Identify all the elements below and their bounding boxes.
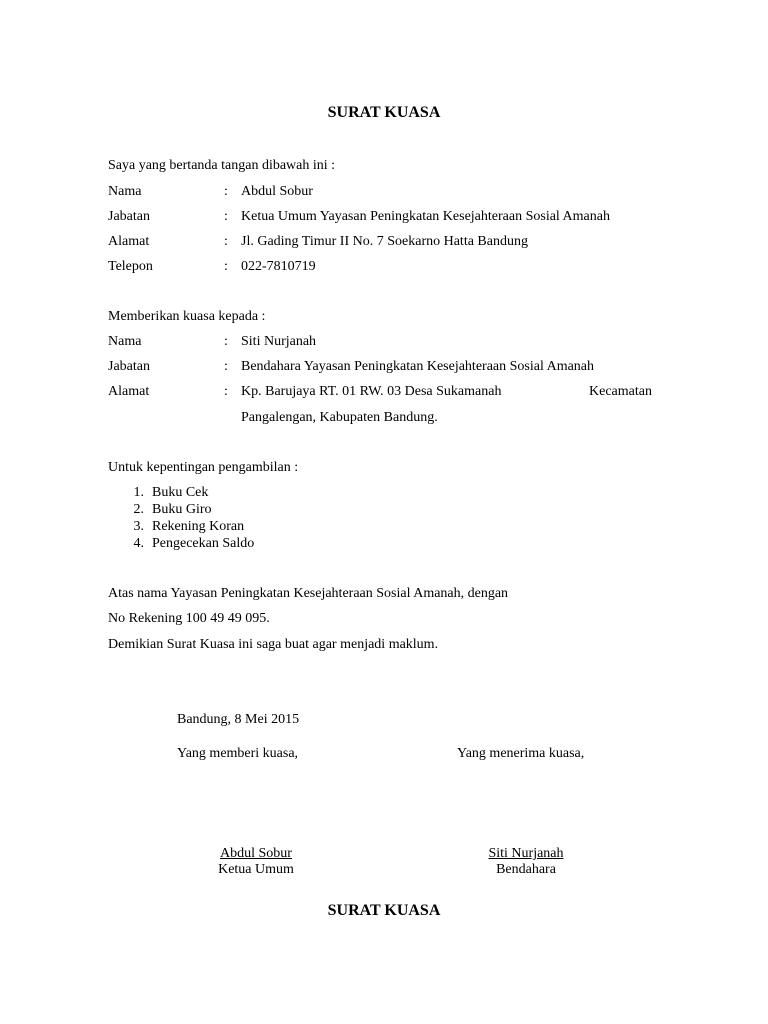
grantor-name-value: Abdul Sobur	[241, 184, 313, 199]
purpose-intro: Untuk kepentingan pengambilan :	[108, 460, 299, 475]
grantor-address-colon: :	[224, 234, 228, 249]
grantor-phone-colon: :	[224, 259, 228, 274]
receiver-signature-title: Bendahara	[496, 862, 556, 877]
purpose-item: Rekening Koran	[152, 519, 245, 534]
grantor-name-colon: :	[224, 184, 228, 199]
grantee-name-label: Nama	[108, 334, 142, 349]
purpose-number: 2.	[133, 502, 144, 517]
grantor-address-value: Jl. Gading Timur II No. 7 Soekarno Hatta Bandung	[241, 234, 528, 249]
grantee-position-label: Jabatan	[108, 359, 150, 374]
purpose-item: Buku Cek	[152, 485, 209, 500]
grantee-address-value-right: Kecamatan	[589, 384, 652, 399]
grantor-phone-label: Telepon	[108, 259, 153, 274]
grantee-address-colon: :	[224, 384, 228, 399]
grantee-name-value: Siti Nurjanah	[241, 334, 317, 349]
grantee-position-colon: :	[224, 359, 228, 374]
receiver-signature-name: Siti Nurjanah	[488, 846, 564, 861]
grantor-position-colon: :	[224, 209, 228, 224]
purpose-item: Pengecekan Saldo	[152, 536, 255, 551]
closing-line-3: Demikian Surat Kuasa ini saga buat agar menjadi maklum.	[108, 637, 439, 652]
footer-title: SURAT KUASA	[327, 902, 441, 919]
purpose-item: Buku Giro	[152, 502, 212, 517]
giver-role-label: Yang memberi kuasa,	[177, 746, 299, 761]
receiver-role-label: Yang menerima kuasa,	[457, 746, 585, 761]
grantor-phone-value: 022-7810719	[241, 259, 316, 274]
grantee-address-value: Kp. Barujaya RT. 01 RW. 03 Desa Sukamanah	[241, 384, 502, 399]
grantee-address-label: Alamat	[108, 384, 150, 399]
giver-signature-title: Ketua Umum	[218, 862, 294, 877]
document-title: SURAT KUASA	[327, 104, 441, 121]
purpose-number: 1.	[133, 485, 144, 500]
grantor-position-value: Ketua Umum Yayasan Peningkatan Kesejahteraan Sosial Amanah	[241, 209, 610, 224]
purpose-number: 4.	[133, 536, 144, 551]
grantor-position-label: Jabatan	[108, 209, 150, 224]
closing-line-1: Atas nama Yayasan Peningkatan Kesejahteraan Sosial Amanah, dengan	[108, 586, 509, 601]
grantee-address-value-line2: Pangalengan, Kabupaten Bandung.	[241, 410, 438, 425]
grantee-name-colon: :	[224, 334, 228, 349]
grantee-position-value: Bendahara Yayasan Peningkatan Kesejahteraan Sosial Amanah	[241, 359, 595, 374]
grantee-intro: Memberikan kuasa kepada :	[108, 309, 266, 324]
grantor-name-label: Nama	[108, 184, 142, 199]
place-date: Bandung, 8 Mei 2015	[177, 712, 300, 727]
grantor-intro: Saya yang bertanda tangan dibawah ini :	[108, 158, 336, 173]
grantor-address-label: Alamat	[108, 234, 150, 249]
giver-signature-name: Abdul Sobur	[220, 846, 292, 861]
closing-line-2: No Rekening 100 49 49 095.	[108, 611, 270, 626]
purpose-number: 3.	[133, 519, 144, 534]
